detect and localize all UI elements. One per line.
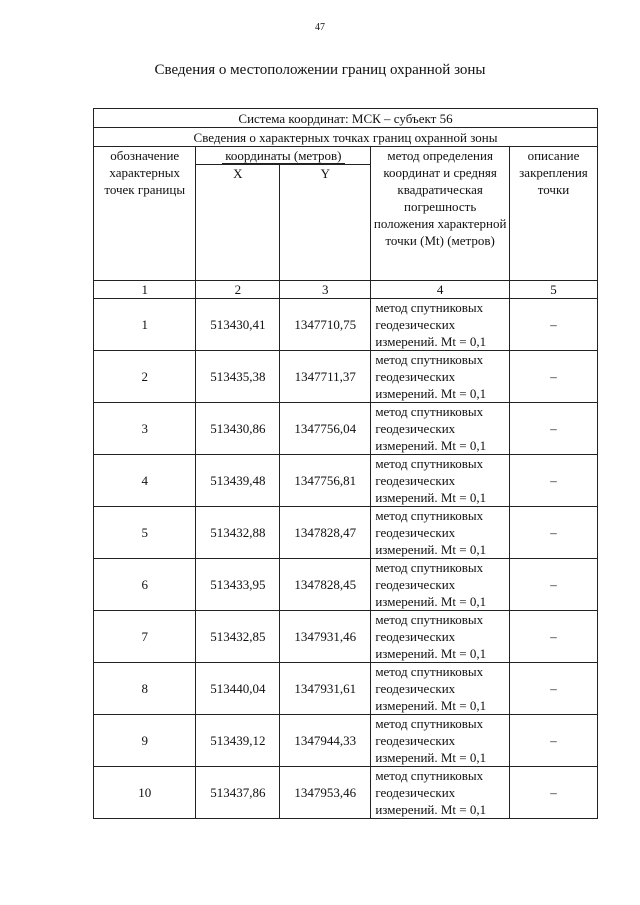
y-coordinate-cell: 1347756,04 [280, 403, 371, 455]
column-number: 1 [94, 281, 196, 299]
document-title: Сведения о местоположении границ охранной зоны [154, 62, 486, 78]
point-id-cell: 6 [94, 559, 196, 611]
page-number: 47 [315, 22, 325, 33]
x-coordinate-cell: 513432,88 [196, 507, 280, 559]
point-id-cell: 5 [94, 507, 196, 559]
table-row [94, 559, 598, 611]
description-cell: – [509, 403, 597, 455]
table-row [94, 455, 598, 507]
method-cell: метод спутниковых геодезических измерений. Mt = 0,1 [371, 455, 510, 507]
y-coordinate-cell: 1347711,37 [280, 351, 371, 403]
table-subtitle: Сведения о характерных точках границ охранной зоны [94, 128, 598, 147]
coordinate-system-label: Система координат: МСК – субъект 56 [94, 109, 598, 128]
y-coordinate-cell: 1347931,46 [280, 611, 371, 663]
point-id-cell: 3 [94, 403, 196, 455]
point-id-cell: 9 [94, 715, 196, 767]
point-id-cell: 7 [94, 611, 196, 663]
description-cell: – [509, 299, 597, 351]
description-cell: – [509, 507, 597, 559]
table-row [94, 299, 598, 351]
column-number: 5 [509, 281, 597, 299]
method-cell: метод спутниковых геодезических измерений. Mt = 0,1 [371, 507, 510, 559]
column-number: 2 [196, 281, 280, 299]
x-coordinate-cell: 513433,95 [196, 559, 280, 611]
header-x: X [196, 165, 280, 281]
header-description: описание закрепления точки [509, 147, 597, 281]
x-coordinate-cell: 513432,85 [196, 611, 280, 663]
x-coordinate-cell: 513440,04 [196, 663, 280, 715]
table-row [94, 507, 598, 559]
description-cell: – [509, 559, 597, 611]
x-coordinate-cell: 513439,48 [196, 455, 280, 507]
y-coordinate-cell: 1347953,46 [280, 767, 371, 819]
method-cell: метод спутниковых геодезических измерений. Mt = 0,1 [371, 299, 510, 351]
method-cell: метод спутниковых геодезических измерений. Mt = 0,1 [371, 663, 510, 715]
y-coordinate-cell: 1347756,81 [280, 455, 371, 507]
header-coordinates-label: координаты (метров) [222, 148, 344, 164]
header-method: метод определения координат и средняя квадратическая погрешность положения характерной точки (Mt) (метров) [371, 147, 510, 281]
x-coordinate-cell: 513435,38 [196, 351, 280, 403]
description-cell: – [509, 715, 597, 767]
point-id-cell: 4 [94, 455, 196, 507]
y-coordinate-cell: 1347828,47 [280, 507, 371, 559]
point-id-cell: 8 [94, 663, 196, 715]
table-row [94, 351, 598, 403]
column-number: 4 [371, 281, 510, 299]
table-row [94, 715, 598, 767]
column-number: 3 [280, 281, 371, 299]
header-coordinates [196, 147, 371, 165]
y-coordinate-cell: 1347710,75 [280, 299, 371, 351]
table-row [94, 767, 598, 819]
table-row [94, 611, 598, 663]
point-id-cell: 10 [94, 767, 196, 819]
method-cell: метод спутниковых геодезических измерений. Mt = 0,1 [371, 559, 510, 611]
column-numbers-row [94, 281, 598, 299]
description-cell: – [509, 767, 597, 819]
description-cell: – [509, 663, 597, 715]
point-id-cell: 2 [94, 351, 196, 403]
description-cell: – [509, 455, 597, 507]
y-coordinate-cell: 1347828,45 [280, 559, 371, 611]
method-cell: метод спутниковых геодезических измерений. Mt = 0,1 [371, 351, 510, 403]
header-y: Y [280, 165, 371, 281]
method-cell: метод спутниковых геодезических измерений. Mt = 0,1 [371, 767, 510, 819]
x-coordinate-cell: 513437,86 [196, 767, 280, 819]
description-cell: – [509, 611, 597, 663]
y-coordinate-cell: 1347944,33 [280, 715, 371, 767]
y-coordinate-cell: 1347931,61 [280, 663, 371, 715]
boundary-points-table [93, 108, 598, 819]
point-id-cell: 1 [94, 299, 196, 351]
method-cell: метод спутниковых геодезических измерений. Mt = 0,1 [371, 611, 510, 663]
method-cell: метод спутниковых геодезических измерений. Mt = 0,1 [371, 715, 510, 767]
table-row [94, 663, 598, 715]
x-coordinate-cell: 513430,41 [196, 299, 280, 351]
description-cell: – [509, 351, 597, 403]
method-cell: метод спутниковых геодезических измерений. Mt = 0,1 [371, 403, 510, 455]
table-row [94, 403, 598, 455]
x-coordinate-cell: 513430,86 [196, 403, 280, 455]
header-designation: обозначение характерных точек границы [94, 147, 196, 281]
x-coordinate-cell: 513439,12 [196, 715, 280, 767]
